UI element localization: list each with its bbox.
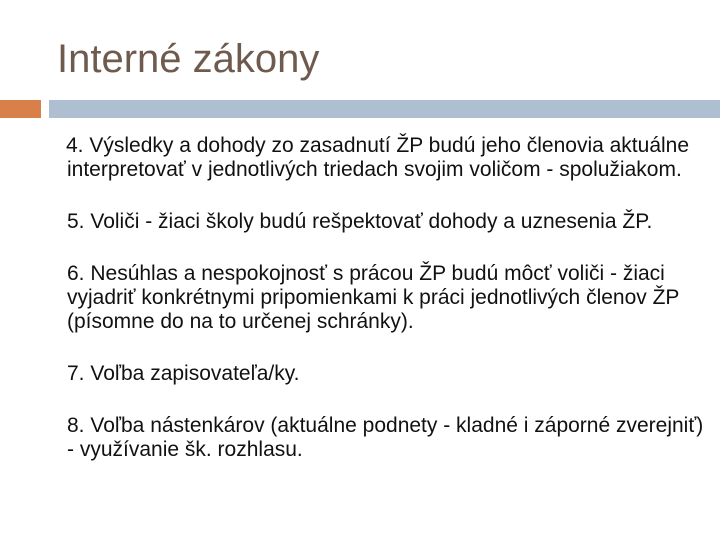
list-item-6: 6. Nesúhlas a nespokojnosť s prácou ŽP budú môcť voliči - žiaci vyjadriť konkrétnymi pripomienkami k práci jednotlivých členov ŽP (písomne do na to určenej schránky). (67, 262, 680, 333)
slide-content (67, 134, 707, 490)
list-item-5: 5. Voliči - žiaci školy budú rešpektovať dohody a uznesenia ŽP. (67, 210, 653, 233)
list-item-4: 4. Výsledky a dohody zo zasadnutí ŽP budú jeho členovia aktuálne interpretovať v jednotlivých triedach svojim voličom - spolužiakom. (66, 134, 690, 181)
list-item-7: 7. Voľba zapisovateľa/ky. (67, 362, 300, 385)
title-accent-bar (0, 100, 41, 118)
slide-title: Interné zákony (57, 37, 320, 81)
title-divider-bar (49, 100, 720, 118)
list-item-8: 8. Voľba nástenkárov (aktuálne podnety - kladné i záporné zverejniť) - využívanie šk. rozhlasu. (67, 414, 704, 461)
